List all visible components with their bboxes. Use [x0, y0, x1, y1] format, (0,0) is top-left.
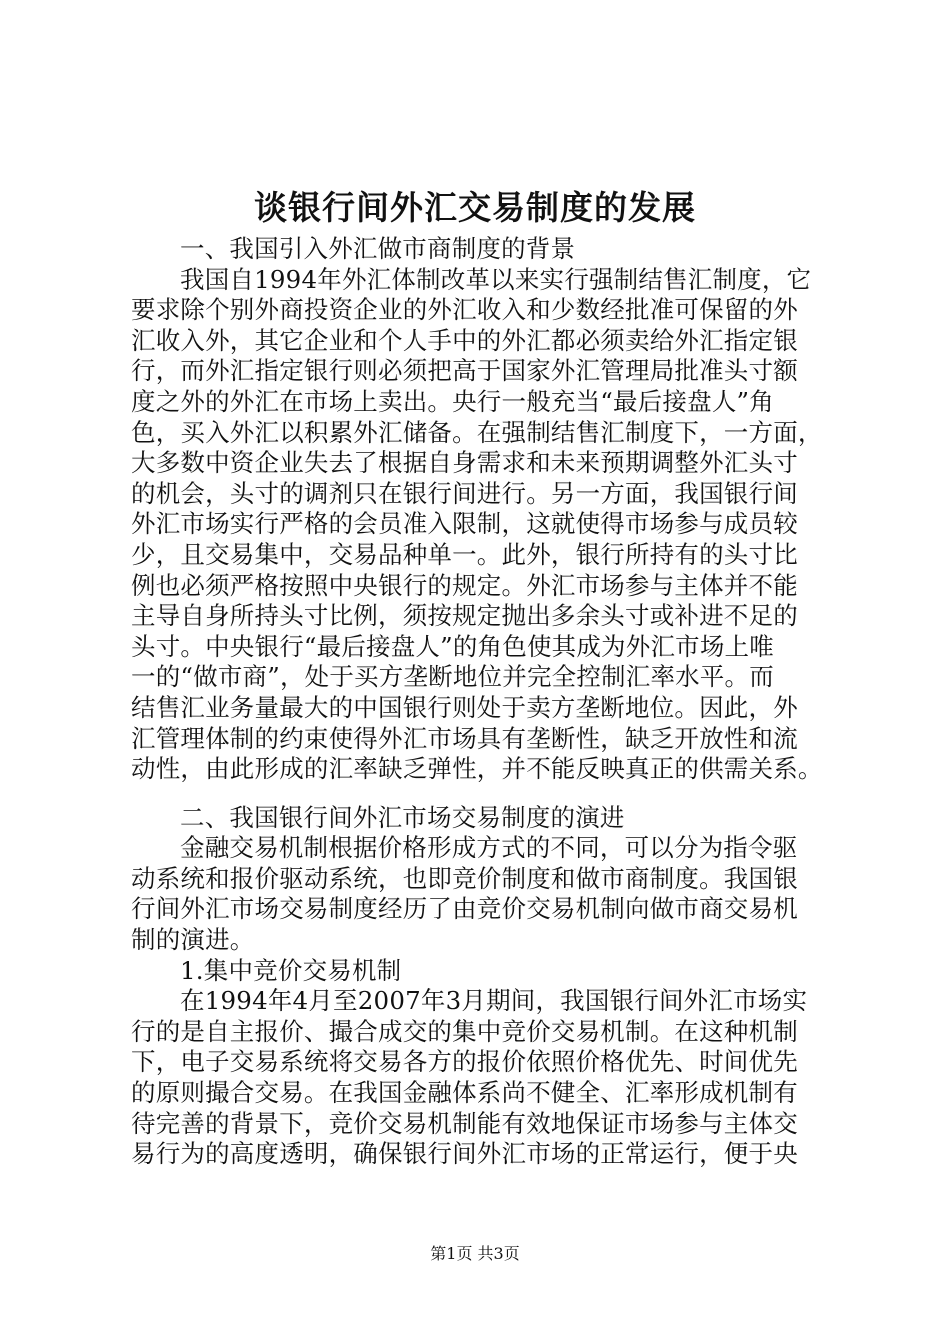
text-line: 要求除个别外商投资企业的外汇收入和少数经批准可保留的外 [131, 295, 798, 325]
text-line: 少，且交易集中，交易品种单一。此外，银行所持有的头寸比 [131, 539, 798, 569]
paragraph [131, 986, 837, 1170]
paragraph [131, 803, 837, 834]
text-line: 易行为的高度透明，确保银行间外汇市场的正常运行，便于央 [131, 1139, 798, 1169]
text-line: 行的是自主报价、撮合成交的集中竞价交易机制。在这种机制 [131, 1016, 798, 1046]
paragraph [131, 956, 837, 987]
text-line: 度之外的外汇在市场上卖出。央行一般充当“最后接盘人”角 [131, 386, 774, 416]
text-line: 制的演进。 [131, 925, 255, 955]
document-body [131, 234, 837, 1170]
text-line: 头寸。中央银行“最后接盘人”的角色使其成为外汇市场上唯 [131, 631, 774, 661]
text-line: 大多数中资企业失去了根据自身需求和未来预期调整外汇头寸 [131, 448, 798, 478]
text-line: 下，电子交易系统将交易各方的报价依照价格优先、时间优先 [131, 1047, 798, 1077]
text-line: 动性，由此形成的汇率缺乏弹性，并不能反映真正的供需关系。 [131, 754, 823, 784]
text-line: 汇收入外，其它企业和个人手中的外汇都必须卖给外汇指定银 [131, 325, 798, 355]
text-line: 结售汇业务量最大的中国银行则处于卖方垄断地位。因此，外 [131, 692, 798, 722]
document-title: 谈银行间外汇交易制度的发展 [254, 188, 696, 227]
page-footer: 第1页 共3页 [430, 1244, 520, 1263]
text-line: 一的“做市商”，处于买方垄断地位并完全控制汇率水平。而 [131, 662, 774, 692]
text-line: 动系统和报价驱动系统，也即竞价制度和做市商制度。我国银 [131, 863, 798, 893]
text-line: 主导自身所持头寸比例，须按规定抛出多余头寸或补进不足的 [131, 601, 798, 631]
text-line: 的原则撮合交易。在我国金融体系尚不健全、汇率形成机制有 [131, 1078, 798, 1108]
text-line: 汇管理体制的约束使得外汇市场具有垄断性，缺乏开放性和流 [131, 723, 798, 753]
text-line: 二、我国银行间外汇市场交易制度的演进 [180, 802, 625, 832]
paragraph [131, 265, 837, 785]
text-line: 行间外汇市场交易制度经历了由竞价交易机制向做市商交易机 [131, 894, 798, 924]
paragraph [131, 234, 837, 265]
text-line: 外汇市场实行严格的会员准入限制，这就使得市场参与成员较 [131, 509, 798, 539]
text-line: 一、我国引入外汇做市商制度的背景 [180, 234, 576, 263]
text-line: 我国自1994年外汇体制改革以来实行强制结售汇制度，它 [180, 264, 812, 294]
text-line: 色，买入外汇以积累外汇储备。在强制结售汇制度下，一方面， [131, 417, 823, 447]
text-line: 在1994年4月至2007年3月期间，我国银行间外汇市场实 [180, 986, 808, 1016]
text-line: 例也必须严格按照中央银行的规定。外汇市场参与主体并不能 [131, 570, 798, 600]
text-line: 待完善的背景下，竞价交易机制能有效地保证市场参与主体交 [131, 1108, 798, 1138]
text-line: 的机会，头寸的调剂只在银行间进行。另一方面，我国银行间 [131, 478, 798, 508]
paragraph [131, 833, 837, 955]
text-line: 1.集中竞价交易机制 [180, 955, 402, 985]
text-line: 金融交易机制根据价格形成方式的不同，可以分为指令驱 [180, 833, 798, 863]
text-line: 行，而外汇指定银行则必须把高于国家外汇管理局批准头寸额 [131, 356, 798, 386]
paragraph-gap [131, 785, 837, 803]
